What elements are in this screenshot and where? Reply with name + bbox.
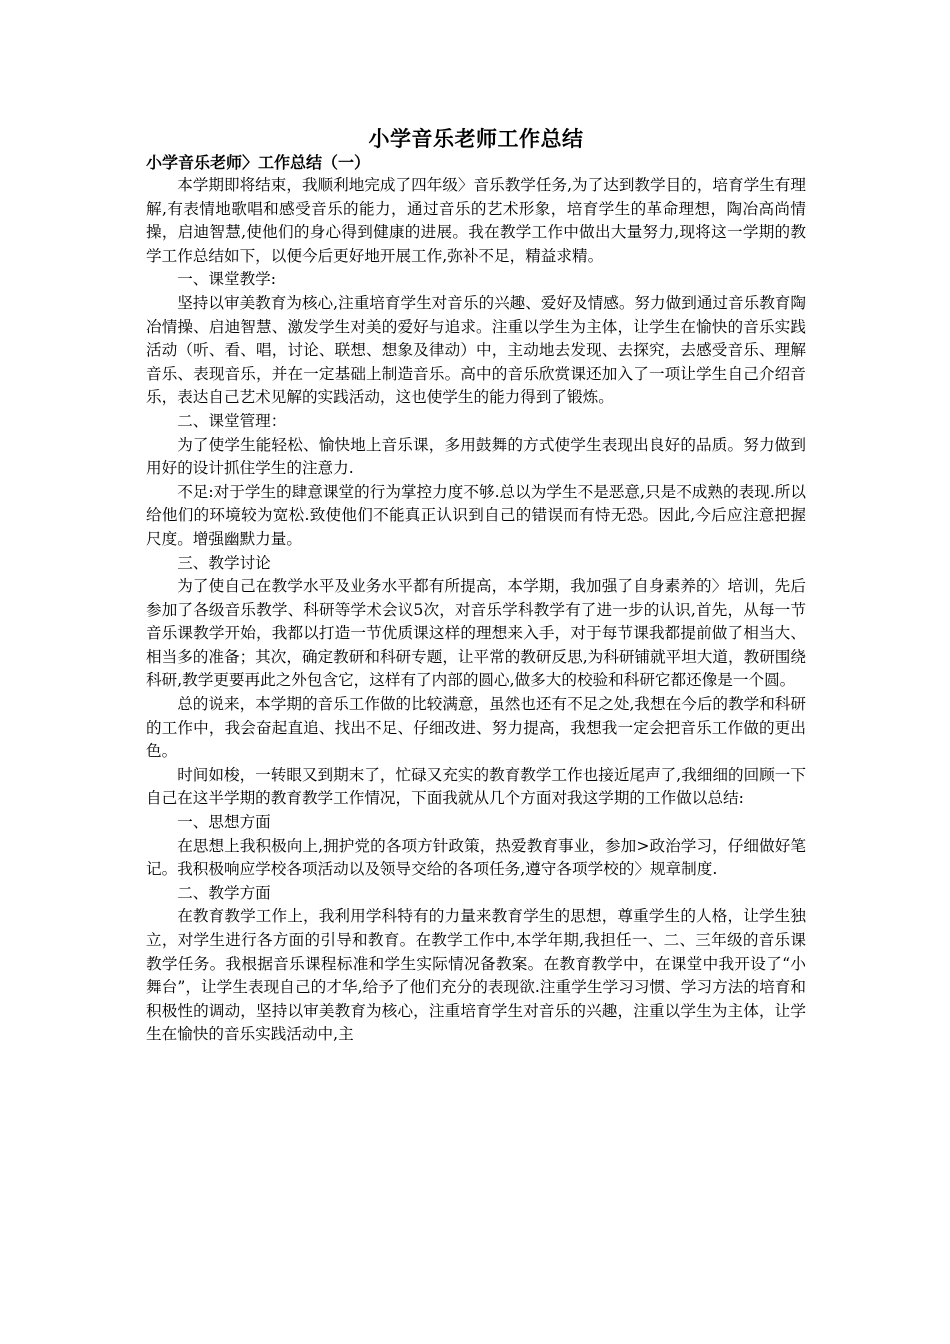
section-heading: 小学音乐老师〉工作总结（一） (146, 153, 371, 172)
paragraph: 不足:对于学生的肆意课堂的行为掌控力度不够.总以为学生不是恶意,只是不成熟的表现.所以给他们的环境较为宽松.致使他们不能真正认识到自己的错误而有恃无恐。因此,今后应注意把握尺度。增强幽默力量。 (146, 482, 806, 548)
subheading-ideology: 一、思想方面 (177, 813, 271, 832)
subheading-teaching: 二、教学方面 (177, 883, 271, 902)
document-body (146, 174, 806, 1047)
document-page (146, 126, 806, 1047)
paragraph: 在思想上我积极向上,拥护党的各项方针政策，热爱教育事业，参加>政治学习，仔细做好笔记。我积极响应学校各项活动以及领导交给的各项任务,遵守各项学校的〉规章制度. (146, 836, 806, 879)
paragraph: 本学期即将结束，我顺利地完成了四年级〉音乐教学任务,为了达到教学目的，培育学生有理解,有表情地歌唱和感受音乐的能力，通过音乐的艺术形象，培育学生的革命理想，陶冶高尚情操，启迪智慧,使他们的身心得到健康的进展。我在教学工作中做出大量努力,现将这一学期的教学工作总结如下，以便今后更好地开展工作,弥补不足，精益求精。 (146, 176, 806, 265)
paragraph: 总的说来，本学期的音乐工作做的比较满意，虽然也还有不足之处,我想在今后的教学和科研的工作中，我会奋起直追、找出不足、仔细改进、努力提高，我想我一定会把音乐工作做的更出色。 (146, 695, 806, 761)
document-title: 小学音乐老师工作总结 (368, 127, 584, 151)
paragraph: 时间如梭，一转眼又到期末了，忙碌又充实的教育教学工作也接近尾声了,我细细的回顾一下自己在这半学期的教育教学工作情况，下面我就从几个方面对我这学期的工作做以总结: (146, 765, 806, 808)
paragraph: 坚持以审美教育为核心,注重培育学生对音乐的兴趣、爱好及情感。努力做到通过音乐教育陶冶情操、启迪智慧、激发学生对美的爱好与追求。注重以学生为主体，让学生在愉快的音乐实践活动（听、看、唱，讨论、联想、想象及律动）中，主动地去发现、去探究，去感受音乐、理解音乐、表现音乐，并在一定基础上制造音乐。高中的音乐欣赏课还加入了一项让学生自己介绍音乐，表达自己艺术见解的实践活动，这也使学生的能力得到了锻炼。 (146, 293, 806, 407)
paragraph: 在教育教学工作上，我利用学科特有的力量来教育学生的思想，尊重学生的人格，让学生独立，对学生进行各方面的引导和教育。在教学工作中,本学年期,我担任一、二、三年级的音乐课教学任务。我根据音乐课程标准和学生实际情况备教案。在教育教学中，在课堂中我开设了“小舞台”，让学生表现自己的才华,给予了他们充分的表现欲.注重学生学习习惯、学习方法的培育和积极性的调动，坚持以审美教育为核心，注重培育学生对音乐的兴趣，注重以学生为主体，让学生在愉快的音乐实践活动中,主 (146, 907, 806, 1044)
subheading-classroom-teaching: 一、课堂教学: (177, 270, 277, 289)
subheading-classroom-management: 二、课堂管理： (177, 411, 287, 430)
paragraph: 为了使学生能轻松、愉快地上音乐课，多用鼓舞的方式使学生表现出良好的品质。努力做到用好的设计抓住学生的注意力. (146, 435, 806, 478)
subheading-teaching-discussion: 三、教学讨论 (177, 553, 271, 572)
paragraph: 为了使自己在教学水平及业务水平都有所提高，本学期，我加强了自身素养的〉培训，先后参加了各级音乐教学、科研等学术会议5次，对音乐学科教学有了进一步的认识,首先，从每一节音乐课教学开始，我都以打造一节优质课这样的理想来入手，对于每节课我都提前做了相当大、相当多的准备；其次，确定教研和科研专题，让平常的教研反思,为科研铺就平坦大道，教研围绕科研,教学更要再此之外包含它，这样有了内部的圆心,做多大的校验和科研它都还像是一个圆。 (146, 577, 806, 690)
